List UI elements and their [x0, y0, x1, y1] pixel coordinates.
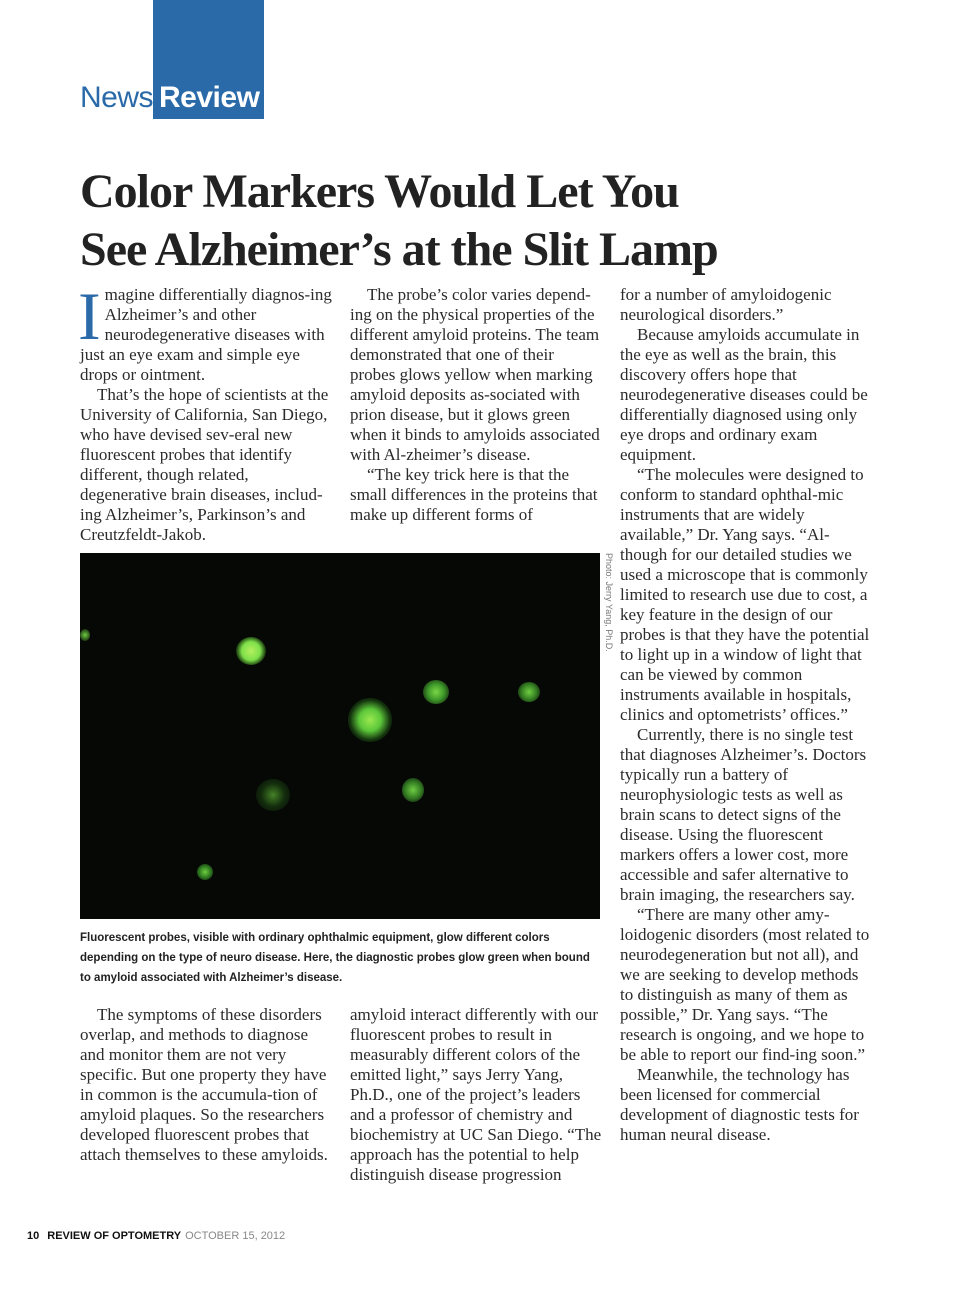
fluorescent-spot: [402, 778, 424, 802]
fluorescence-micrograph: [80, 553, 600, 919]
column-3: [620, 285, 870, 1145]
paragraph: amyloid interact differently with our fluorescent probes to result in measurably different colors of the emitted light,” says Jerry Yang, Ph.D., one of the project’s leaders and a professor of chemistry and biochemistry at UC San Diego. “The approach has the potential to help distinguish disease progression: [350, 1005, 602, 1184]
fluorescent-spot: [423, 680, 449, 704]
paragraph: The probe’s color varies depend-ing on the physical properties of the different amyloid proteins. The team demonstrated that one of their probes glows yellow when marking amyloid deposits as-sociated with prion disease, but it glows green when it binds to amyloids associated with Al-zheimer’s disease.: [350, 285, 600, 464]
section-news: News: [80, 81, 154, 114]
paragraph: The symptoms of these disorders overlap, and methods to diagnose and monitor them are not very specific. But one property they have in common is the accumula-tion of amyloid plaques. So the researchers developed fluorescent probes that attach themselves to these amyloids.: [80, 1005, 328, 1164]
column-2-top: [350, 285, 602, 525]
fluorescent-spot: [518, 682, 540, 702]
paragraph: for a number of amyloidogenic neurological disorders.”: [620, 285, 832, 324]
paragraph: “The key trick here is that the small differences in the proteins that make up different forms of: [350, 465, 598, 524]
paragraph: That’s the hope of scientists at the University of California, San Diego, who have devised sev-eral new fluorescent probes that identify different, though related, degenerative brain diseases, includ-ing Alzheimer’s, Parkinson’s and Creutzfeldt-Jakob.: [80, 385, 329, 544]
paragraph: “The molecules were designed to conform to standard ophthal-mic instruments that are widely available,” Dr. Yang says. “Al-though for our detailed studies we used a microscope that is commonly limited to research use due to cost, a key feature in the design of our probes is that they have the potential to light up in a window of light that can be viewed by common instruments available in hospitals, clinics and optometrists’ offices.”: [620, 465, 870, 724]
lead-paragraph-text: magine differentially diagnos-ing Alzheimer’s and other neurodegenerative diseases with just an eye exam and simple eye drops or ointment.: [80, 285, 332, 384]
fluorescent-spot: [197, 864, 213, 880]
photo-credit: Photo: Jerry Yang, Ph.D.: [604, 553, 614, 652]
drop-cap: I: [78, 278, 101, 354]
article-headline: [80, 163, 840, 279]
column-2-bottom: [350, 1005, 602, 1185]
column-1-top: [78, 278, 332, 545]
lead-paragraph: [78, 278, 332, 385]
section-label: [80, 78, 259, 118]
fluorescent-spot: [256, 779, 290, 811]
paragraph: Currently, there is no single test that diagnoses Alzheimer’s. Doctors typically run a battery of neurophysiologic tests as well as brain scans to detect signs of the disease. Using the fluorescent markers offers a lower cost, more accessible and safer alternative to brain imaging, the researchers say.: [620, 725, 867, 904]
issue-date: OCTOBER 15, 2012: [185, 1230, 286, 1242]
page-number: 10: [27, 1230, 40, 1242]
fluorescent-spot: [348, 698, 392, 742]
paragraph: “There are many other amy-loidogenic disorders (most related to neurodegeneration but not all), and we are seeking to develop methods to distinguish as many of them as possible,” Dr. Yang says. “The research is ongoing, and we hope to be able to report our find-ing soon.”: [620, 905, 870, 1064]
column-1-bottom: [80, 1005, 332, 1165]
paragraph: Meanwhile, the technology has been licensed for commercial development of diagnostic tests for human neural disease.: [620, 1065, 859, 1144]
section-review: Review: [159, 81, 260, 114]
fluorescent-spot: [80, 629, 90, 641]
photo-caption: Fluorescent probes, visible with ordinary ophthalmic equipment, glow different colors depending on the type of neuro disease. Here, the diagnostic probes glow green when bound to amyloid associated with Alzheimer’s disease.: [80, 932, 590, 984]
paragraph: Because amyloids accumulate in the eye as well as the brain, this discovery offers hope that neurodegenerative diseases could be differentially diagnosed using only eye drops and ordinary exam equipment.: [620, 325, 868, 464]
headline-line-1: Color Markers Would Let You: [80, 165, 679, 218]
headline-line-2: See Alzheimer’s at the Slit Lamp: [80, 223, 718, 276]
page-footer: [27, 1230, 285, 1246]
fluorescent-spot: [236, 637, 266, 665]
magazine-name: REVIEW OF OPTOMETRY: [47, 1230, 182, 1242]
